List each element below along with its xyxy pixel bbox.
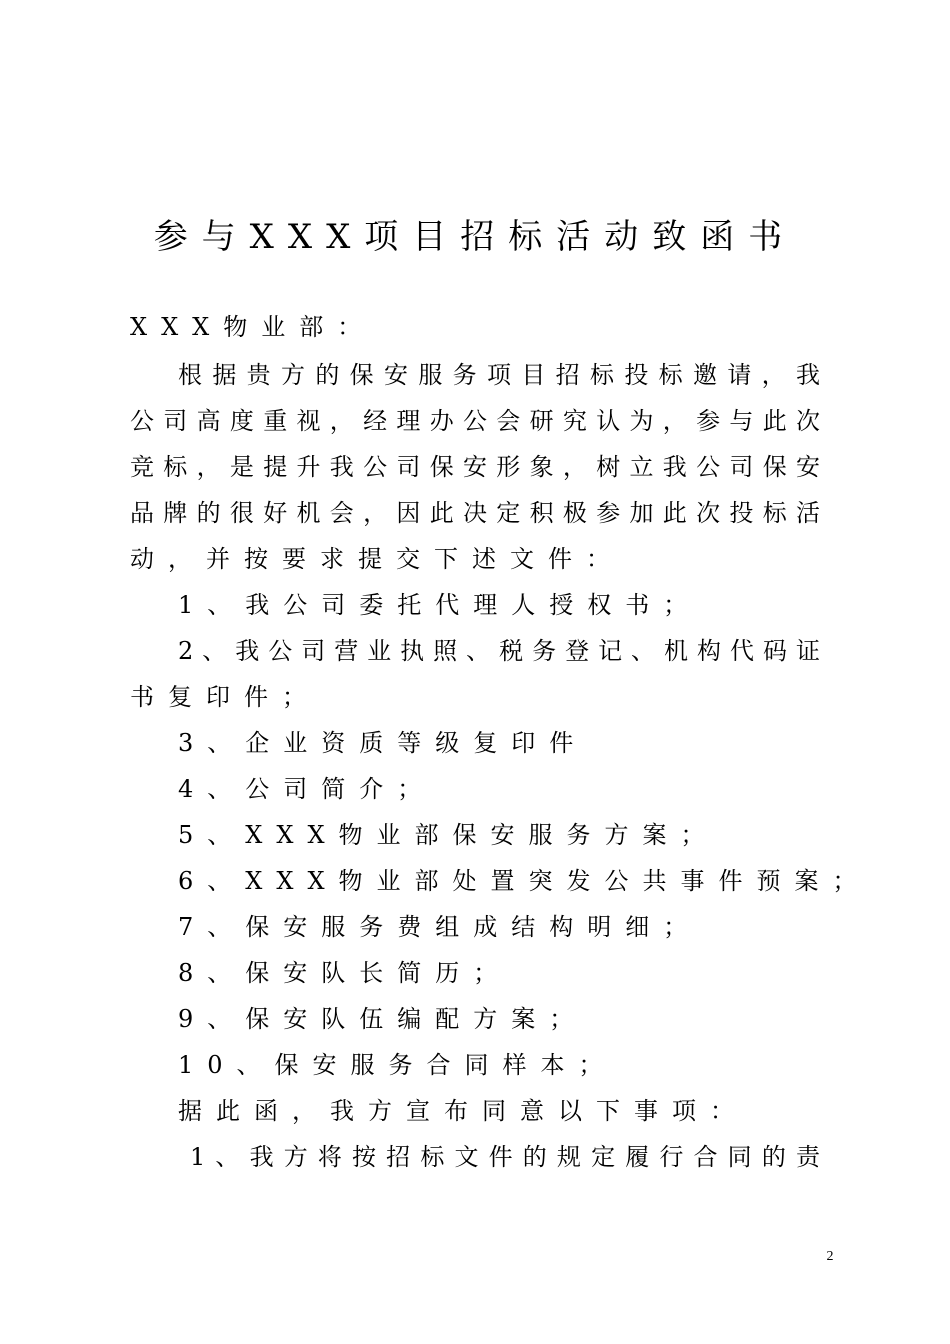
page-number: 2 — [826, 1249, 834, 1264]
paragraph1-line3: 竞标，是提升我公司保安形象，树立我公司保安 — [130, 453, 820, 481]
document-list-item: 1、我公司委托代理人授权书； — [178, 591, 702, 619]
paragraph1-line1: 根据贵方的保安服务项目招标投标邀请，我 — [178, 361, 820, 389]
recipient-line: XXX物业部： — [130, 313, 376, 341]
document-list-item: 3、企业资质等级复印件 — [178, 729, 588, 757]
paragraph1-line4: 品牌的很好机会，因此决定积极参加此次投标活 — [130, 499, 820, 527]
document-list-item: 7、保安服务费组成结构明细； — [178, 913, 702, 941]
document-list-item: 8、保安队长简历； — [178, 959, 512, 987]
document-list-item: 2、我公司营业执照、税务登记、机构代码证 — [178, 637, 820, 665]
paragraph1-line2: 公司高度重视，经理办公会研究认为，参与此次 — [130, 407, 820, 435]
document-list-item: 5、XXX物业部保安服务方案； — [178, 821, 719, 849]
document-list-item: 9、保安队伍编配方案； — [178, 1005, 588, 1033]
paragraph1-line5: 动，并按要求提交下述文件： — [130, 545, 624, 573]
document-list-item: 4、公司简介； — [178, 775, 436, 803]
document-list-item: 10、保安服务合同样本； — [178, 1051, 617, 1079]
document-title: 参与XXX项目招标活动致函书 — [153, 217, 797, 257]
statement-line: 据此函，我方宣布同意以下事项： — [178, 1097, 748, 1125]
document-list-item-continuation: 书复印件； — [130, 683, 320, 711]
document-list-item: 6、XXX物业部处置突发公共事件预案； — [178, 867, 871, 895]
commitment-line: 1、我方将按招标文件的规定履行合同的责 — [190, 1143, 820, 1171]
